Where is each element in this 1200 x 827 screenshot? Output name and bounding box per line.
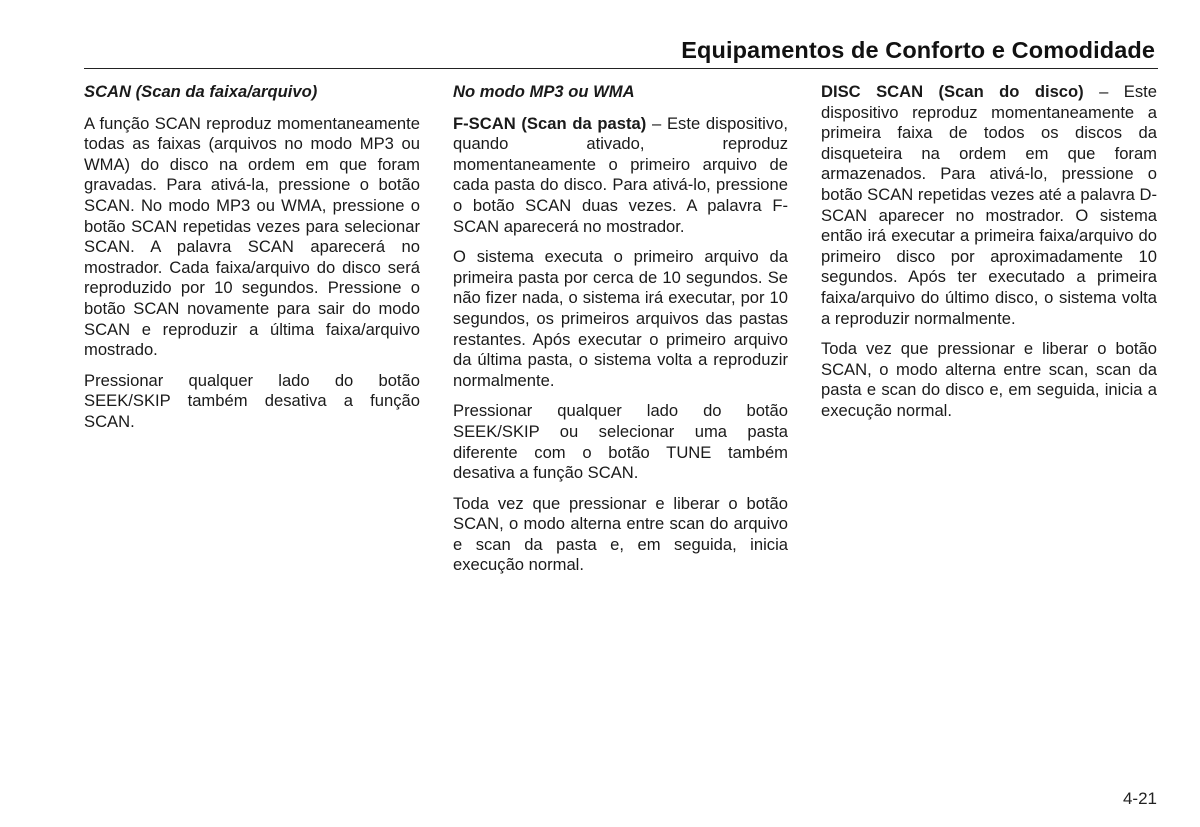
f-scan-lead: F-SCAN (Scan da pasta) — [453, 113, 647, 133]
paragraph-f-scan — [453, 114, 788, 238]
page-title: Equipamentos de Conforto e Comodidade — [681, 37, 1155, 63]
paragraph-seek-skip: Pressionar qualquer lado do botão SEEK/SKIP também desativa a função SCAN. — [84, 370, 420, 431]
section-title-scan: SCAN (Scan da faixa/arquivo) — [84, 82, 318, 101]
paragraph-toggle-disc-scan: Toda vez que pressionar e liberar o botão SCAN, o modo alterna entre scan, scan da pasta e scan do disco e, em seguida, inicia a execução normal. — [821, 339, 1157, 420]
f-scan-text: – Este dispositivo, quando ativado, reproduz momentaneamente o primeiro arquivo de cada pasta do disco. Para ativá-lo, pressione o botão SCAN duas vezes. A palavra F-SCAN aparecerá no mostrador. — [453, 113, 788, 236]
page-number: 4-21 — [1122, 789, 1157, 808]
column-middle — [453, 82, 788, 586]
column-left — [84, 82, 420, 443]
paragraph-scan-description: A função SCAN reproduz momentaneamente todas as faixas (arquivos no modo MP3 ou WMA) do disco na ordem em que foram gravadas. Para ativá-la, pressione o botão SCAN. No modo MP3 ou WMA, pressione o botão SCAN repetidas vezes para selecionar SCAN. A palavra SCAN aparecerá no mostrador. Cada faixa/arquivo do disco será reproduzido por 10 segundos. Pressione o botão SCAN novamente para sair do modo SCAN e reproduzir a última faixa/arquivo mostrado. — [84, 113, 420, 360]
paragraph-disc-scan — [821, 82, 1157, 329]
column-right — [821, 82, 1157, 432]
disc-scan-text: – Este dispositivo reproduz momentaneamente a primeira faixa de todos os discos da disqueteira na ordem em que foram armazenados. Para ativá-lo, pressione o botão SCAN repetidas vezes até a palavra D-SCAN aparecer no mostrador. O sistema então irá executar a primeira faixa/arquivo do primeiro disco por aproximadamente 10 segundos. Após ter executado a primeira faixa/arquivo do último disco, o sistema volta a reproduzir normalmente. — [821, 82, 1157, 328]
paragraph-seek-skip-tune: Pressionar qualquer lado do botão SEEK/SKIP ou selecionar uma pasta diferente com o botão TUNE também desativa a função SCAN. — [453, 401, 788, 483]
section-title-mp3-wma: No modo MP3 ou WMA — [453, 82, 635, 101]
disc-scan-lead: DISC SCAN (Scan do disco) — [821, 82, 1084, 101]
page-header — [84, 34, 1158, 69]
paragraph-toggle-scan: Toda vez que pressionar e liberar o botão SCAN, o modo alterna entre scan do arquivo e scan da pasta e, em seguida, inicia execução normal. — [453, 493, 788, 575]
paragraph-system-executes: O sistema executa o primeiro arquivo da primeira pasta por cerca de 10 segundos. Se não fizer nada, o sistema irá executar, por 10 segundos, os primeiros arquivos das pastas restantes. Após executar o primeiro arquivo da última pasta, o sistema volta a reproduzir normalmente. — [453, 247, 788, 390]
